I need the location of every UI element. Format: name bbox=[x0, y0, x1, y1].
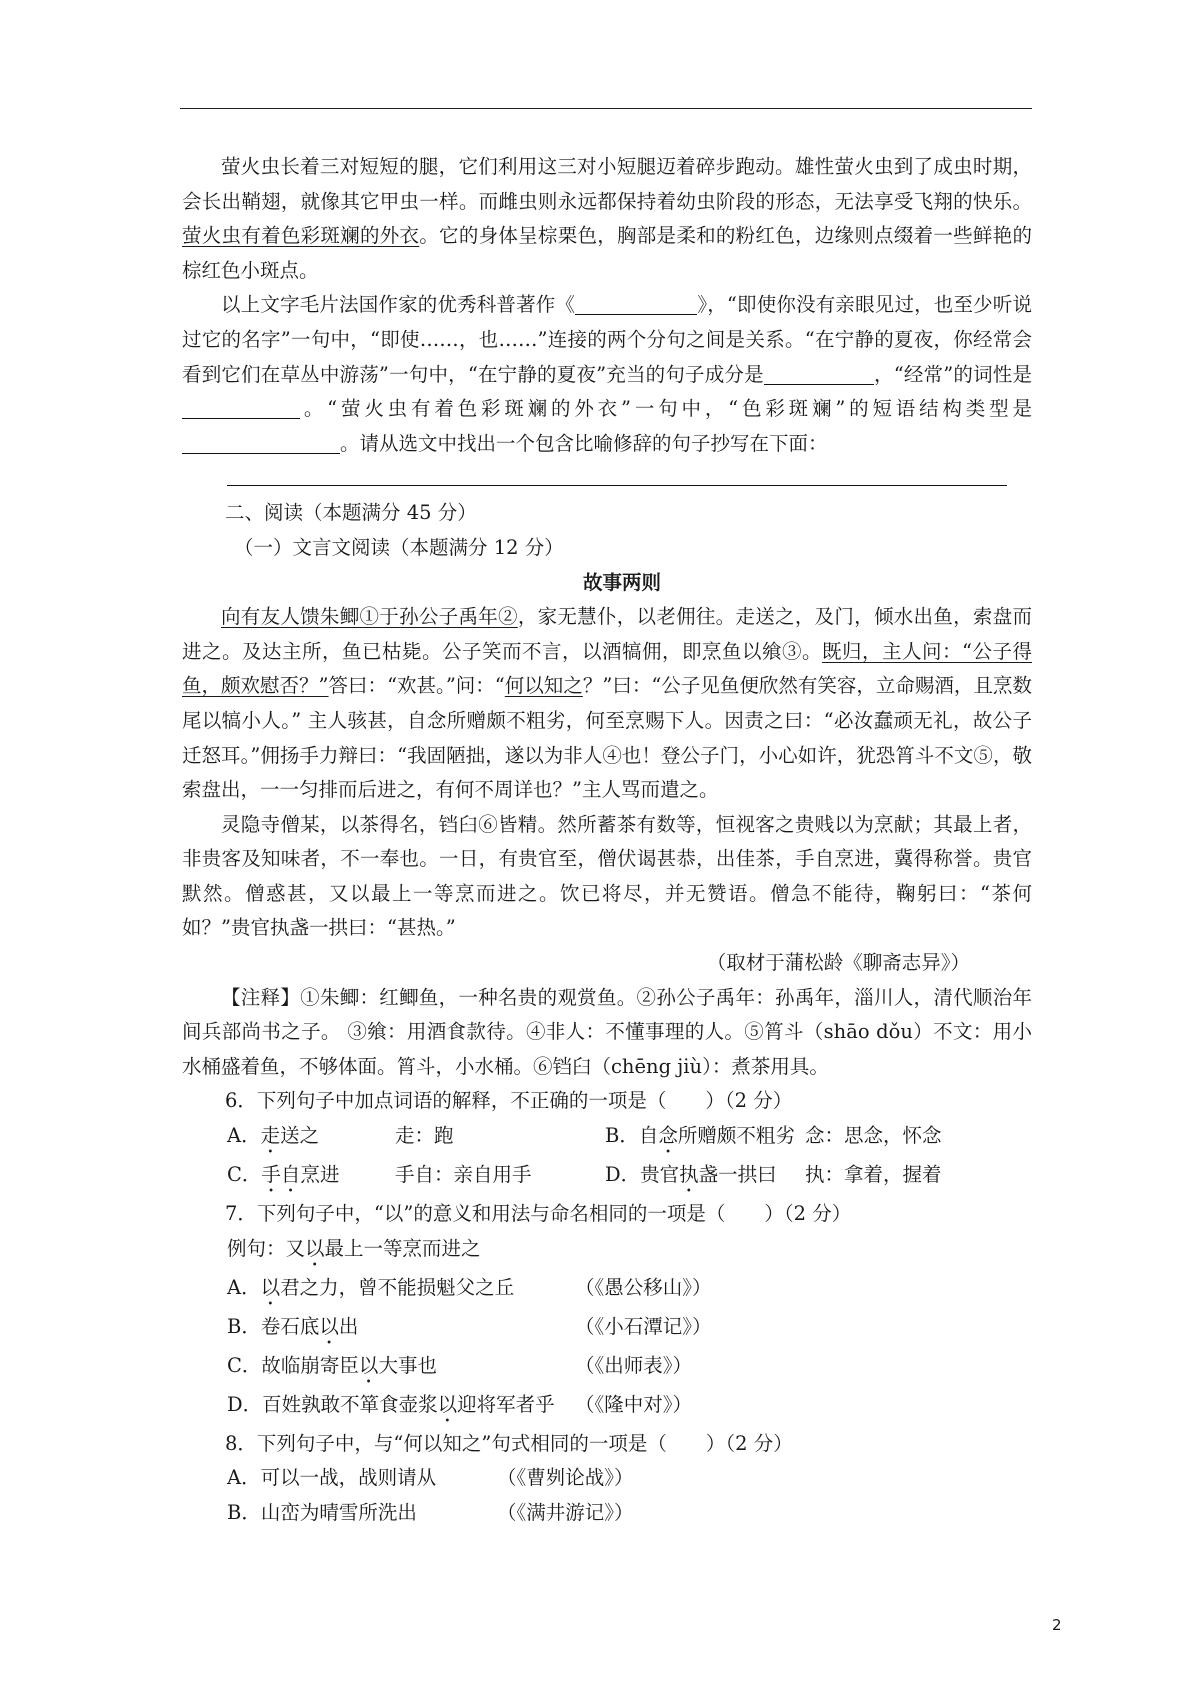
question-5-text: 》，“即使你没有亲眼见过，也至少听说过它的名字”一句中，“即使……，也……”连接的两个分句之间是 bbox=[182, 293, 1032, 351]
option-b[interactable]: B．自念所赠颇不粗劣 念：思念，怀念 bbox=[605, 1124, 942, 1148]
dotted-word: 手自 bbox=[261, 1163, 301, 1187]
option-text: B．山峦为晴雪所洗出 bbox=[227, 1500, 417, 1524]
dotted-word: 走 bbox=[260, 1124, 281, 1148]
option-d[interactable]: D．贵官执盏一拱曰 执：拿着，握着 bbox=[605, 1163, 942, 1187]
story-2: 灵隐寺僧某，以茶得名，铛臼⑥皆精。然所蓄茶有数等，恒视客之贵贱以为烹献；其最上者，非贵客及知味者，不一奉也。一日，有贵官至，僧伏谒甚恭，出佳茶，手自烹进，冀得称誉。贵官默然。僧惑甚，又以最上一等烹而进之。饮已将尽，并无赞语。僧急不能待，鞠躬曰：“茶何如？”贵官执盏一拱曰：“甚热。” bbox=[182, 812, 1032, 940]
fill-blank[interactable] bbox=[182, 431, 340, 454]
example-sentence: 例句：又以最上一等烹而进之 bbox=[227, 1236, 481, 1260]
passage-paragraph bbox=[182, 150, 1032, 288]
option-source: （《满井游记》） bbox=[497, 1500, 634, 1524]
option-d[interactable]: D．百姓孰敢不箪食壶浆以迎将军者乎 （《隆中对》） bbox=[227, 1392, 693, 1416]
question-5 bbox=[182, 288, 1032, 461]
notes bbox=[182, 981, 1032, 1085]
option-a[interactable]: A．以君之力，曾不能损魁父之丘 （《愚公移山》） bbox=[227, 1275, 712, 1299]
option-c[interactable]: C．手自烹进 手自：亲自用手 bbox=[227, 1163, 532, 1187]
question-5-text: 关系。“在宁静的夏夜，你经常会看到它们在草丛中游荡”一句中，“在宁静的夏夜”充当的句子成分是 bbox=[182, 327, 1032, 386]
dotted-word: 以 bbox=[305, 1236, 325, 1260]
story-text: ，家无慧仆，以老佣往。走送之，及门，倾水出鱼，索盘而进之。及达主所，鱼已枯毙。公子笑而不言，以酒犒佣，即烹鱼以飨③。 bbox=[182, 605, 1032, 663]
option-gloss: 走：跑 bbox=[395, 1124, 454, 1148]
story-underlined-phrase: 向有友人馈朱鲫①于孙公子禹年② bbox=[221, 605, 518, 629]
option-source: （《出师表》） bbox=[575, 1353, 693, 1377]
section-title: 二、阅读（本题满分 45 分） bbox=[225, 501, 477, 525]
page-content bbox=[182, 150, 1032, 1530]
passage-underlined-sentence: 萤火虫有着色彩斑斓的外衣 bbox=[182, 224, 420, 248]
dotted-word: 以 bbox=[260, 1275, 281, 1299]
option-b[interactable] bbox=[182, 1496, 1032, 1531]
dotted-word: 以 bbox=[437, 1392, 458, 1416]
option-b[interactable]: B．卷石底以出 （《小石潭记》） bbox=[227, 1314, 712, 1338]
fill-blank[interactable] bbox=[575, 292, 697, 315]
dotted-word: 以 bbox=[319, 1314, 339, 1338]
question-8-stem: 8．下列句子中，与“何以知之”句式相同的一项是（ ）（2 分） bbox=[225, 1431, 793, 1455]
question-6-options bbox=[182, 1119, 1032, 1197]
story-text: 答曰：“欢甚。”问：“ bbox=[328, 674, 505, 698]
dotted-word: 执 bbox=[679, 1163, 699, 1187]
option-a[interactable] bbox=[182, 1461, 1032, 1496]
question-5-text: 。“萤火虫有着色彩斑斓的外衣”一句中，“色彩斑斓”的短语结构类型是 bbox=[300, 397, 1032, 421]
option-gloss: 念：思念，怀念 bbox=[805, 1124, 942, 1148]
option-source: （《隆中对》） bbox=[575, 1392, 693, 1416]
subsection-title: （一）文言文阅读（本题满分 12 分） bbox=[234, 535, 564, 559]
source-citation: （取材于蒲松龄《聊斋志异》） bbox=[706, 951, 970, 975]
dotted-word: 念 bbox=[658, 1124, 678, 1148]
notes-text: ①朱鲫：红鲫鱼，一种名贵的观赏鱼。②孙公子禹年：孙禹年，淄川人，清代顺治年间兵部尚书之子。 ③飨：用酒食款待。④非人：不懂事理的人。⑤筲斗（shāo dǒu）不文：用小水桶盛着鱼，不够体面。筲斗，小水桶。⑥铛臼（chēng jiù）：煮茶用具。 bbox=[182, 985, 1032, 1078]
header-rule bbox=[180, 108, 1032, 109]
option-source: （《小石潭记》） bbox=[575, 1314, 712, 1338]
notes-heading: 【注释】 bbox=[221, 985, 301, 1009]
story-underlined-phrase: 何以知之 bbox=[504, 674, 583, 698]
story-1 bbox=[182, 600, 1032, 808]
story-text: ？”曰：“公子见鱼便欣然有笑容，立命赐酒，且烹数尾以犒小人。” 主人骇甚，自念所赠颇不粗劣，何至烹赐下人。因责之曰：“必汝蠢顽无礼，故公子迁怒耳。”佣扬手力辩曰：“我固陋拙，遂以为非人④也！登公子门，小心如许，犹恐筲斗不文⑤，敬索盘出，一一匀排而后进之，有何不周详也？”主人骂而遣之。 bbox=[182, 674, 1032, 802]
story-underlined-phrase: 既归，主人问：“公子得鱼，颇欢慰否？” bbox=[182, 639, 1032, 698]
option-text: A．可以一战，战则请从 bbox=[227, 1466, 437, 1490]
passage-text: 。它的身体呈棕栗色，胸部是柔和的粉红色，边缘则点缀着一些鲜艳的棕红色小斑点。 bbox=[182, 224, 1032, 282]
question-5-text: 。请从选文中找出一个包含比喻修辞的句子抄写在下面： bbox=[340, 431, 828, 455]
story-title: 故事两则 bbox=[582, 570, 661, 594]
question-6-stem: 6．下列句子中加点词语的解释，不正确的一项是（ ）（2 分） bbox=[225, 1089, 793, 1113]
dotted-word: 以 bbox=[358, 1353, 379, 1377]
option-a[interactable]: A．走送之 走：跑 bbox=[227, 1124, 454, 1148]
option-source: （《曹刿论战》） bbox=[497, 1466, 634, 1490]
fill-blank[interactable] bbox=[764, 362, 874, 385]
option-c[interactable]: C．故临崩寄臣以大事也 （《出师表》） bbox=[227, 1353, 693, 1377]
fill-blank[interactable] bbox=[182, 396, 300, 419]
option-source: （《愚公移山》） bbox=[575, 1275, 712, 1299]
question-5-text: ，“经常”的词性是 bbox=[873, 362, 1032, 386]
question-7-stem: 7．下列句子中，“以”的意义和用法与命名相同的一项是（ ）（2 分） bbox=[225, 1202, 852, 1226]
passage-text: 萤火虫长着三对短短的腿，它们利用这三对小短腿迈着碎步跑动。雄性萤火虫到了成虫时期，会长出鞘翅，就像其它甲虫一样。而雌虫则永远都保持着幼虫阶段的形态，无法享受飞翔的快乐。 bbox=[182, 155, 1032, 213]
option-gloss: 执：拿着，握着 bbox=[805, 1163, 942, 1187]
option-gloss: 手自：亲自用手 bbox=[395, 1163, 532, 1187]
page-number: 2 bbox=[1052, 1616, 1062, 1634]
answer-line[interactable] bbox=[227, 461, 1007, 486]
question-5-text: 以上文字毛片法国作家的优秀科普著作《 bbox=[221, 293, 576, 317]
